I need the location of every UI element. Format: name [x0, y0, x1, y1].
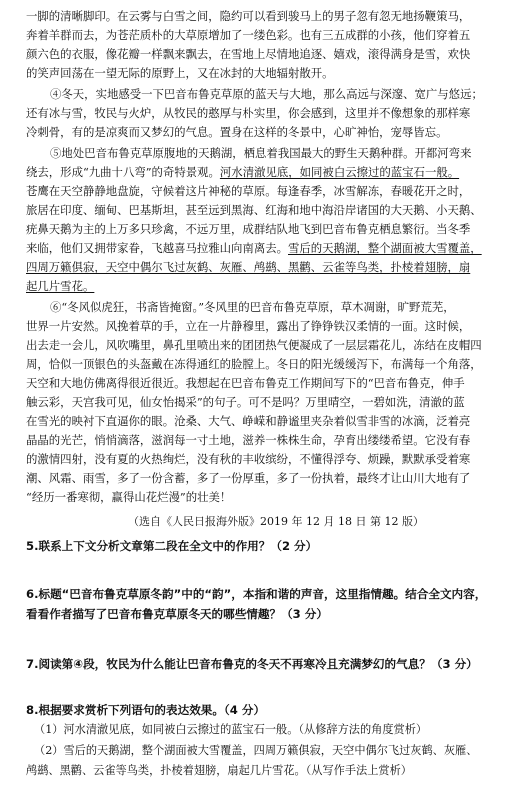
paragraph-6-line: 的激情四射，没有夏的火热绚烂，没有秋的丰收缤纷，不懂得浮夸、烦躁，默默承受着寒 [26, 452, 471, 466]
paragraph-6-line: 潮、风霜、雨雪，多了一份含蓄，多了一份厚重，多了一份执着，最终才让山川大地有了 [26, 471, 471, 485]
question-8: 8.根据要求赏析下列语句的表达效果。（4 分） [26, 703, 266, 717]
passage-line: 的笑声回荡在一望无际的原野上，又在冰封的大地辐射散开。 [26, 66, 334, 80]
paragraph-6-line: 出去走一会儿，风吹嘴里，鼻孔里喷出来的团团热气便凝成了一层层霜花儿，冻结在皮帽四 [26, 338, 482, 352]
question-6: 6.标题“巴音布鲁克草原冬韵”中的“韵”，本指和谐的声音，这里指情趣。结合全文内容， [26, 587, 487, 601]
paragraph-5-line: 疣鼻天鹅为主的上万多只珍禽，不远万里，成群结队地飞到巴音布鲁克栖息繁衍。当冬季 [26, 222, 471, 236]
paragraph-6-line: 世界一片安然。风挽着草的手，立在一片静穆里，露出了铮铮铁汉柔情的一面。这时候， [26, 319, 471, 333]
paragraph-6-line: 在雪光的映衬下直逼你的眼。沧桑、大气、峥嵘和静谧里夹杂着似雪非雪的冰滴，泛着亮 [26, 414, 471, 428]
paragraph-6-line: “经历一番寒彻，赢得山花烂漫”的壮美！ [26, 490, 232, 504]
source-citation: （选自《人民日报海外版》2019 年 12 月 18 日 第 12 版） [128, 515, 424, 528]
paragraph-5-line: 旅居在印度、缅甸、巴基斯坦，甚至远到黑海、红海和地中海沿岸诸国的大天鹅、小天鹅、 [26, 203, 482, 217]
paragraph-6-line: 周，恰似一顶银色的头盔戴在冻得通红的脸膛上。冬日的阳光缓缓泻下，布满每一个角落， [26, 357, 482, 371]
passage-line: 一脚的清晰脚印。在云雾与白雪之间，隐约可以看到骏马上的男子忽有忽无地扬鞭策马， [26, 9, 471, 23]
paragraph-4-line: 冷刺骨，有的是凉爽而又梦幻的气息。置身在这样的冬景中，心旷神怡，宠辱皆忘。 [26, 125, 448, 139]
underlined-sentence-1: 河水清澈见底，如同被白云擦过的蓝宝石一般。 [219, 165, 460, 179]
question-8-part-2: 鸬鹚、黑鹳、云雀等鸟类，扑棱着翅膀，扇起几片雪花。（从写作手法上赏析） [26, 764, 412, 777]
paragraph-5-line: 绕去，形成“九曲十八弯”的奇特景观。河水清澈见底，如同被白云擦过的蓝宝石一般。 [26, 165, 460, 179]
underlined-sentence-2: 四周万籁俱寂，天空中偶尔飞过灰鹤、灰雁、鸬鹚、黑鹳、云雀等鸟类，扑棱着翅膀，扇 [26, 260, 471, 274]
paragraph-5-line [26, 259, 488, 275]
question-8-part-2: （2）雪后的天鹅湖，整个湖面被大雪覆盖，四周万籁俱寂，天空中偶尔飞过灰鹤、灰雁、 [34, 744, 478, 757]
paragraph-5-line: ⑤地处巴音布鲁克草原腹地的天鹅湖，栖息着我国最大的野生天鹅种群。开都河弯来 [50, 146, 472, 160]
question-8-part-1: （1）河水清澈见底，如同被白云擦过的蓝宝石一般。（从修辞方法的角度赏析） [34, 723, 428, 736]
passage-line: 奔着羊群而去，为苍茫质朴的大草原增加了一缕色彩。也有三五成群的小孩，他们穿着五 [26, 28, 471, 42]
question-5: 5.联系上下文分析文章第二段在全文中的作用？（2 分） [26, 539, 318, 553]
paragraph-5-line: 苍鹰在天空静静地盘旋，守候着这片神秘的草原。每逢春季，冰雪解冻，春暖花开之时， [26, 184, 471, 198]
paragraph-4-line: ④冬天，实地感受一下巴音布鲁克草原的蓝天与大地，那么高远与深邃、宽广与悠远； [50, 87, 483, 101]
paragraph-6-line: ⑥“冬风似虎狂，书斋皆掩窗。”冬风里的巴音布鲁克草原，草木凋谢，旷野荒芜， [50, 300, 455, 314]
paragraph-6-line: 晶晶的光芒，悄悄滴落，滋润每一寸土地，滋养一株株生命，孕育出缕缕希望。它没有春 [26, 433, 471, 447]
question-7: 7.阅读第④段，牧民为什么能让巴音布鲁克的冬天不再寒冷且充满梦幻的气息？（3 分） [26, 657, 478, 671]
question-6: 看看作者描写了巴音布鲁克草原冬天的哪些情趣？（3 分） [26, 607, 328, 621]
underlined-sentence-2: 起几片雪花。 [26, 279, 95, 293]
paragraph-5-line [26, 278, 488, 294]
paragraph-4-line: 还有冰与雪，牧民与火炉，从牧民的憨厚与朴实里，你会感到，这里并不像想象的那样寒 [26, 106, 471, 120]
underlined-sentence-2: 雪后的天鹅湖，整个湖面被大雪覆盖， [288, 241, 482, 255]
paragraph-6-line: 天空和大地仿佛离得很近很近。我想起在巴音布鲁克工作期间写下的“巴音布鲁克，伸手 [26, 376, 465, 390]
passage-line: 颜六色的衣服，像花瓣一样飘来飘去，在雪地上尽情地追逐、嬉戏，滚得满身是雪，欢快 [26, 47, 471, 61]
paragraph-6-line: 触云彩，天宫我可见，仙女怡揭采”的句子。可不是吗？万里晴空，一碧如洗，清澈的蓝 [26, 395, 465, 409]
paragraph-5-line: 来临，他们又拥带家眷，飞越喜马拉雅山向南离去。雪后的天鹅湖，整个湖面被大雪覆盖， [26, 241, 482, 255]
